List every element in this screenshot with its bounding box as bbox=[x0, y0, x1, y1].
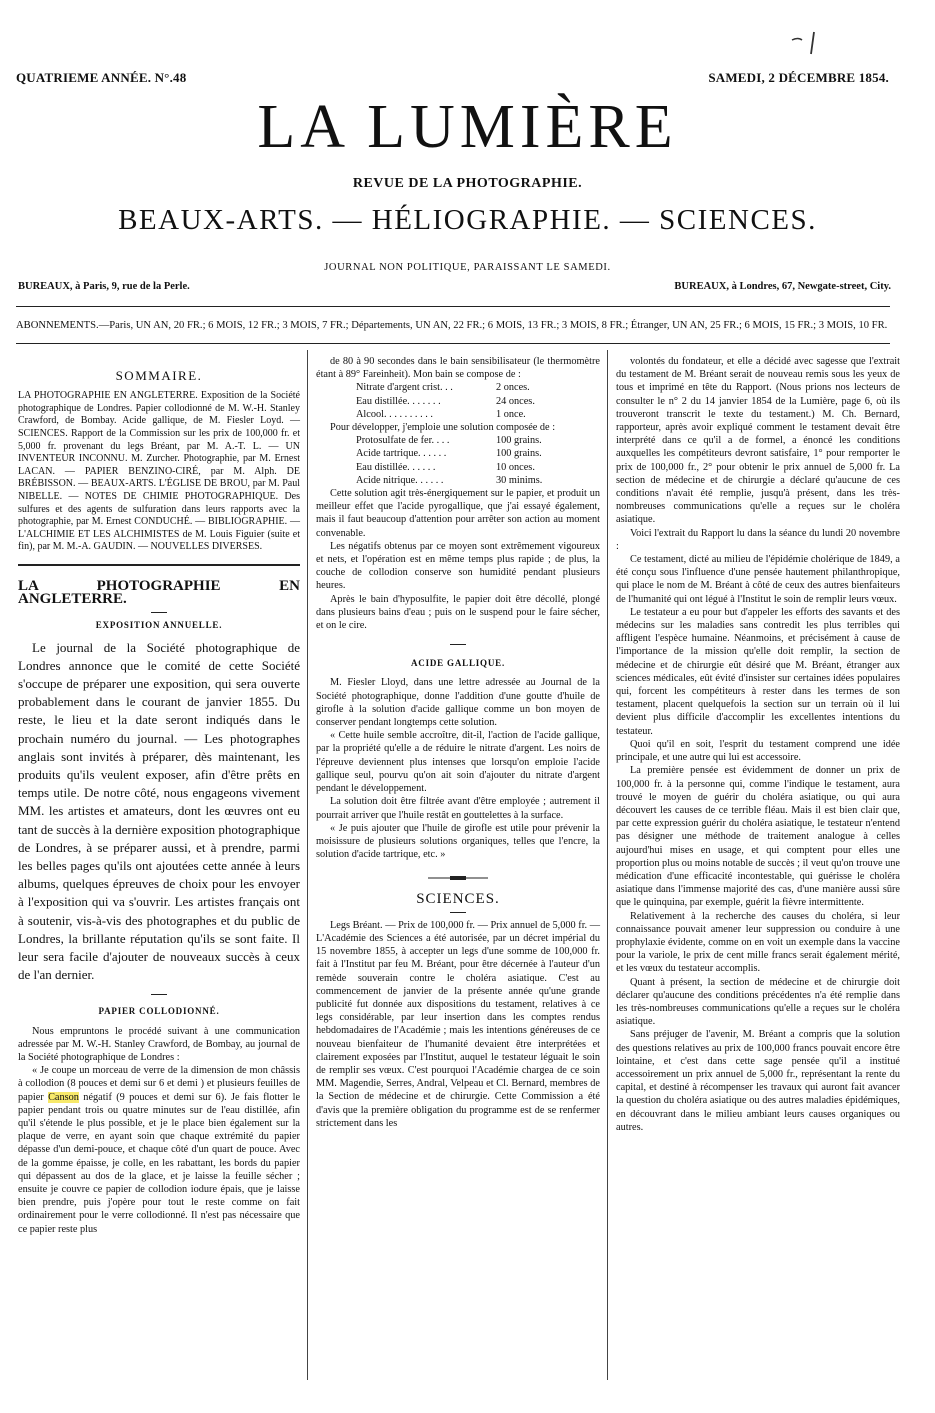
paragraph: Cette solution agit très-énergiquement sur le papier, et produit un meilleur effet que l'acide pyrogallique, que j'ai essayé également, mais il faut beaucoup d'attention pour arrêter son action au moment convenable. bbox=[316, 488, 600, 539]
separator bbox=[450, 644, 466, 645]
recipe-name: Eau distillée. . . . . . . bbox=[356, 395, 441, 407]
paragraph: Sans préjuger de l'avenir, M. Bréant a compris que la solution des questions relatives au prix de 100,000 francs pouvait encore être lointaine, et c'est dans cette sage pensée qu'il a institué accessoirement un prix annuel de 5,000 fr., représentant la rente du capital, et destiné à récompenser les travaux qui auront fait avancer la question du choléra asiatique ou des autres maladies épidémiques, en découvrant dans le milieu ambiant leurs causes organiques ou autres. bbox=[616, 1029, 900, 1133]
newspaper-subtitle: REVUE DE LA PHOTOGRAPHIE. bbox=[352, 176, 583, 191]
recipe-name: Eau distillée. . . . . . bbox=[356, 461, 436, 473]
recipe-qty: 30 minims. bbox=[496, 474, 543, 486]
papier-title: PAPIER COLLODIONNÉ. bbox=[98, 1006, 220, 1017]
recipe-qty: 10 onces. bbox=[496, 461, 535, 473]
paragraph: Ce testament, dicté au milieu de l'épidémie cholérique de 1849, a été conçu sous l'influence d'une pensée hautement philanthropique, qui place le nom de M. Bréant à côté de ceux des autres bienfaiteurs de l'humanité qui ont légué à l'Institut le soin de remplir leurs vœux. bbox=[616, 554, 900, 605]
column-divider bbox=[607, 350, 608, 1380]
paragraph: Les négatifs obtenus par ce moyen sont extrêmement vigoureux et nets, et l'opération est en même temps plus rapide ; de plus, la couche de collodion conserve son humidité pendant plusieurs heures. bbox=[316, 540, 600, 592]
recipe-row bbox=[316, 395, 600, 408]
handwritten-mark bbox=[790, 30, 830, 58]
recipe-qty: 2 onces. bbox=[496, 382, 530, 394]
paragraph bbox=[18, 1064, 300, 1236]
newspaper-title: LA LUMIÈRE bbox=[257, 93, 678, 161]
sommaire-title: SOMMAIRE. bbox=[115, 368, 203, 383]
recipe-row bbox=[316, 434, 600, 447]
column-3 bbox=[616, 355, 900, 1134]
paragraph: Le testateur a eu pour but d'appeler les efforts des savants et des médecins sur les maladies sans contredit les plus terribles qui affligent l'espèce humaine. Néanmoins, et précisément à cause de l'importance de la mission qu'elle doit remplir, la section de médecine et de chirurgie eût désiré que M. Bréant, étranger aux sciences médicales, eût évité d'insister sur certaines idées populaires qui, forcent les compétiteurs à rester dans les termes de son testament, placent quelquefois la section sur un terrain où il lui devient plus difficile d'accomplir les excellentes intentions du testateur. bbox=[616, 606, 900, 737]
recipe-name: Alcool. . . . . . . . . . bbox=[356, 408, 433, 420]
paragraph: « Cette huile semble accroître, dit-il, l'action de l'acide gallique, par la propriété qu'elle a de réduire le nitrate d'argent. Les noirs de l'épreuve deviennent plus intenses que lorsqu'on emploie l'acide gallique seul, pourvu qu'on ait soin d'ajouter du nitrate d'argent pendant le développement. bbox=[316, 730, 600, 795]
recipe-row bbox=[316, 408, 600, 421]
lead-paragraph: Le journal de la Société photographique de Londres annonce que le comité de cette Société s'occupe de préparer une exposition, qui sera ouverte probablement dans le courant de janvier 1855. Du reste, le lieu et la date seront indiqués dans le prochain numéro du journal. — Les photographes anglais sont invités à préparer, dès maintenant, les produits qu'ils veulent exposer, afin d'être prêts en temps utile. De notre côté, nous engageons vivement MM. les artistes et amateurs, dont les œuvres ont eu tant de succès à la dernière exposition photographique de Londres, à se préparer aussi, et à prendre, parmi les belles pages qu'ils ont ajoutées cette année à leurs albums, quelques épreuves de choix pour les envoyer à l'exposition qui va s'ouvrir. Les artistes français ont à soutenir, vis-à-vis des photographes et du public de Londres, la brillante réputation qu'ils se sont faite. Il leur sera facile d'ajouter de nouveaux succès à ceux de l'an dernier. bbox=[18, 639, 300, 983]
recipe-name: Protosulfate de fer. . . . bbox=[356, 435, 450, 447]
header-rule bbox=[16, 343, 890, 344]
paragraph: Après le bain d'hyposulfite, le papier doit être décollé, plongé dans plusieurs bains d'eau ; puis on le suspend pour le faire sécher, et on le cire. bbox=[316, 593, 600, 632]
paragraph: Pour développer, j'emploie une solution composée de : bbox=[330, 422, 556, 434]
section-rule bbox=[18, 564, 300, 566]
sommaire-text: LA PHOTOGRAPHIE EN ANGLETERRE. Exposition de la Société photographique de Londres. Papier collodionné de M. W.-H. Stanley Crawford, de Bombay. Acide gallique, de M. Fiesler Loyd. — SCIENCES. Rapport de la Commission sur les prix de 100,000 fr. et 5,000 fr. provenant du legs Bréant, par M. A.-T. L. — UN INVENTEUR INCONNU. M. Zurcher. Photographie, par M. Ernest LACAN. — PAPIER BENZINO-CIRÉ, par M. Alph. DE BRÉBISSON. — BEAUX-ARTS. L'ÉGLISE DE BROU, par M. Paul NIBELLE. — NOTES DE CHIMIE PHOTOGRAPHIQUE. Des sulfures et des agents de sulfuration dans leurs rapports avec la photographie, par M. Ernest CONDUCHÉ. — BIBLIOGRAPHIE. — L'ALCHIMIE ET LES ALCHIMISTES de M. Louis Figuier (suite et fin), par M. M.-A. GAUDIN. — NOUVELLES DIVERSES. bbox=[18, 390, 300, 553]
bureau-paris: BUREAUX, à Paris, 9, rue de la Perle. bbox=[18, 281, 190, 292]
column-1 bbox=[18, 355, 300, 1236]
paragraph: Voici l'extrait du Rapport lu dans la séance du lundi 20 novembre : bbox=[616, 527, 900, 552]
separator bbox=[151, 994, 167, 995]
edition-date: SAMEDI, 2 DÉCEMBRE 1854. bbox=[708, 70, 889, 85]
recipe-name: Nitrate d'argent crist. . . bbox=[356, 382, 453, 394]
paragraph: Quant à présent, la section de médecine et de chirurgie doit déclarer qu'aucune des conditions précédentes n'a été remplie dans les très-nombreuses communications qu'elle a reçues sur le choléra asiatique. bbox=[616, 976, 900, 1028]
recipe-name: Acide tartrique. . . . . . bbox=[356, 448, 447, 460]
paragraph: Relativement à la recherche des causes du choléra, si leur connaissance pouvait amener leur suppression ou conduire à une prophylaxie évidente, comme on en voit un exemple dans la vaccine pour la variole, le prix de cent mille francs serait également mérité, et les vœux du testateur accomplis. bbox=[616, 910, 900, 975]
recipe-row bbox=[316, 447, 600, 460]
recipe-row bbox=[316, 381, 600, 394]
article-subtitle: EXPOSITION ANNUELLE. bbox=[95, 620, 223, 631]
paragraph: Legs Bréant. — Prix de 100,000 fr. — Prix annuel de 5,000 fr. — L'Académie des Sciences a été autorisée, par un décret impérial du 15 novembre 1855, à accepter un legs d'une somme de 100,000 fr. fait à l'Institut par feu M. Bréant, pour être décernée à l'auteur d'un remède souverain contre le choléra asiatique. C'est au commencement de janvier de la présente année qu'une grande publicité fut donnée aux dispositions du testament, relatives à ce legs considérable, par leur insertion dans les comptes rendus hebdomadaires de l'Académie ; mais les intentions généreuses de ce nouveau bienfaiteur de l'humanité devaient être interprétées et clairement exposées par l'Institut, auquel le testateur léguait le soin de remplir ses vœux. C'est pourquoi l'Académie chargea de ce soin MM. Magendie, Serres, Andral, Velpeau et Cl. Bernard, membres de la Section de médecine et de chirurgie. Cette Commission a été d'avis que la première obligation du programme est de se renfermer strictement dans les bbox=[316, 919, 600, 1129]
separator bbox=[151, 612, 167, 613]
article-title: LA PHOTOGRAPHIE EN ANGLETERRE. bbox=[18, 577, 300, 608]
recipe-qty: 24 onces. bbox=[496, 395, 535, 407]
recipe-qty: 1 once. bbox=[496, 408, 526, 420]
paragraph: de 80 à 90 secondes dans le bain sensibilisateur (le thermomètre étant à 89° Fareinheit). Mon bain se compose de : bbox=[316, 356, 600, 381]
paragraph: La solution doit être filtrée avant d'être employée ; autrement il pourrait arriver que l'huile restât en gouttelettes à la surface. bbox=[316, 796, 600, 821]
subscription-line: ABONNEMENTS.—Paris, UN AN, 20 FR.; 6 MOIS, 12 FR.; 3 MOIS, 7 FR.; Départements, UN AN, 22 FR.; 6 MOIS, 13 FR.; 3 MOIS, 8 FR.; Étranger, UN AN, 25 FR.; 6 MOIS, 15 FR.; 3 MOIS, 10 FR. bbox=[16, 320, 888, 331]
column-divider bbox=[307, 350, 308, 1380]
acide-title: ACIDE GALLIQUE. bbox=[410, 658, 505, 669]
paragraph-text: « Je coupe un morceau de verre de la dimension de mon châssis à collodion (8 pouces et demi sur 6 et demi ) et plusieurs feuilles de papier bbox=[18, 1065, 300, 1103]
recipe-row bbox=[316, 461, 600, 474]
paragraph: volontés du fondateur, et elle a décidé avec sagesse que l'extrait du testament de M. Bréant serait de nouveau remis sous les yeux de tous et imprimé en tête du Rapport. (Nous prions nos lecteurs de consulter le n° 2 du 14 janvier 1854 de la Lumière, page 6, où ils trouveront transcrit le texte du testament.) M. Ch. Bernard, rapporteur, après avoir expliqué comment le testament devait être interprété dans ce qu'il a de formel, a énoncé les conditions auxquelles les compétiteurs devront satisfaire, 1° pour remporter le prix de 100,000 fr., 2° pour obtenir le prix annuel de 5,000 fr. La section de médecine et de chirurgie a déclaré qu'aucune de ces conditions n'avait été remplie, jusqu'à présent, dans les très-nombreuses communications qu'elle a reçues sur le choléra asiatique. bbox=[616, 356, 900, 526]
recipe-row bbox=[316, 474, 600, 487]
paragraph: La première pensée est évidemment de donner un prix de 100,000 fr. à la personne qui, comme l'indique le testament, aura trouvé le moyen de guérir du choléra asiatique, ou qui aura découvert les causes de ce terrible fléau. Mais il est bien clair que, par cette expression guérir du choléra asiatique, le testateur n'entend pas désigner une méthode de traitement analogue à celles aujourd'hui mises en usage, et qui comptent pour elles une proportion plus ou moins notable de succès ; il veut qu'on trouve une médication d'une efficacité incontestable, qui guérisse le choléra asiatique dans l'immense majorité des cas, d'une manière aussi sûre que le quinquina, par exemple, guérit la fièvre intermittente. bbox=[616, 765, 900, 909]
edition-number: QUATRIEME ANNÉE. N°.48 bbox=[16, 70, 187, 85]
paragraph: Quoi qu'il en soit, l'esprit du testament comprend une idée principale, et une autre qui lui est accessoire. bbox=[616, 738, 900, 764]
header-rule bbox=[16, 306, 890, 307]
paragraph: M. Fiesler Lloyd, dans une lettre adressée au Journal de la Société photographique, donne l'addition d'une goutte d'huile de girofle à la solution d'acide gallique comme un bon moyen de conserver pendant longtemps cette solution. bbox=[316, 677, 600, 729]
column-2 bbox=[316, 355, 600, 1130]
section-banner: BEAUX-ARTS. — HÉLIOGRAPHIE. — SCIENCES. bbox=[118, 204, 817, 236]
bureau-london: BUREAUX, à Londres, 67, Newgate-street, City. bbox=[674, 281, 891, 292]
paragraph-text: négatif (9 pouces et demi sur 6). Je fais flotter le papier pendant trois ou quatre minutes sur de l'eau distillée, afin qu'il s'étende le plus possible, et je le place bien également sur la plaque de verre, en ayant soin que chaque extrémité du papier dépasse d'un demi-pouce, et chaque côté d'un quart de pouce. Avec de la gomme épaisse, je colle, en les rabattant, les bords du papier qui dépassent au dos de la glace, et je laisse la feuille sécher ; ensuite je couvre ce papier de collodion iodure épais, que je laisse bien prendre, puis j'opère pour tout le reste comme on fait ordinairement pour le verre collodionné. Il n'est pas nécessaire que ce papier reste plus bbox=[18, 1091, 301, 1235]
paragraph: Nous empruntons le procédé suivant à une communication adressée par M. W.-H. Stanley Crawford, de Bombay, au journal de la Société photographique de Londres : bbox=[18, 1025, 300, 1063]
recipe-qty: 100 grains. bbox=[496, 448, 542, 460]
highlighted-word: Canson bbox=[48, 1091, 79, 1103]
sciences-title: SCIENCES. bbox=[416, 890, 500, 907]
recipe-name: Acide nitrique. . . . . . bbox=[356, 474, 444, 486]
paragraph: « Je puis ajouter que l'huile de girofle est utile pour prévenir la moisissure de plusieurs solutions organiques, telles que l'encre, la solution d'acide tartrique, etc. » bbox=[316, 822, 600, 861]
separator bbox=[450, 912, 466, 913]
recipe-qty: 100 grains. bbox=[496, 435, 542, 447]
ornament-divider bbox=[316, 873, 600, 886]
journal-note: JOURNAL NON POLITIQUE, PARAISSANT LE SAMEDI. bbox=[324, 262, 611, 273]
